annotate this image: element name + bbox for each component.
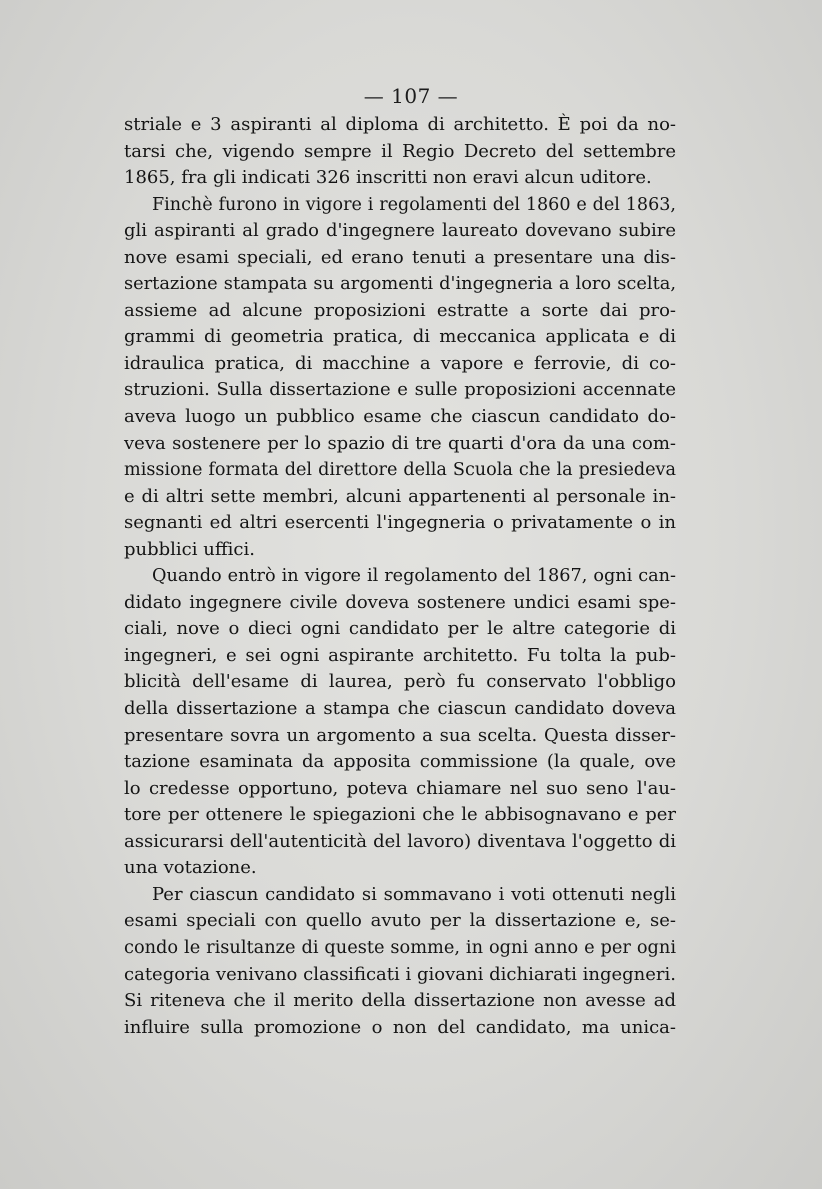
text-line: segnanti ed altri esercenti l'ingegneria o privatamente o in	[124, 512, 676, 534]
text-line: aveva luogo un pubblico esame che ciascun candidato do-	[124, 406, 676, 428]
text-line: influire sulla promozione o non del candidato, ma unica-	[124, 1016, 676, 1038]
text-line: assieme ad alcune proposizioni estratte a sorte dai pro-	[124, 299, 676, 321]
text-line: sertazione stampata su argomenti d'ingegneria a loro scelta,	[124, 273, 676, 295]
text-line: blicità dell'esame di laurea, però fu conservato l'obbligo	[124, 671, 676, 693]
text-line: tarsi che, vigendo sempre il Regio Decreto del settembre	[124, 140, 676, 162]
text-line: Si riteneva che il merito della dissertazione non avesse ad	[124, 990, 676, 1012]
body-text	[124, 112, 676, 1041]
page-number: — 107 —	[363, 84, 459, 108]
text-line: Quando entrò in vigore il regolamento del 1867, ogni can-	[152, 566, 676, 587]
text-line: 1865, fra gli indicati 326 inscritti non eravi alcun uditore.	[124, 167, 652, 189]
text-line: tazione esaminata da apposita commissione (la quale, ove	[124, 751, 676, 773]
text-line: missione formata del direttore della Scuola che la presiedeva	[124, 460, 676, 481]
text-line: categoria venivano classificati i giovani dichiarati ingegneri.	[124, 963, 676, 985]
text-line: pubblici uffici.	[124, 538, 255, 560]
text-line: presentare sovra un argomento a sua scelta. Questa disser-	[124, 724, 676, 746]
text-line: esami speciali con quello avuto per la dissertazione e, se-	[124, 910, 676, 932]
text-line: struzioni. Sulla dissertazione e sulle proposizioni accennate	[124, 379, 676, 401]
text-line: una votazione.	[124, 857, 257, 879]
text-line: e di altri sette membri, alcuni appartenenti al personale in-	[124, 485, 676, 507]
text-line: Per ciascun candidato si sommavano i voti ottenuti negli	[152, 883, 676, 905]
text-line: condo le risultanze di queste somme, in ogni anno e per ogni	[124, 937, 676, 958]
text-line: nove esami speciali, ed erano tenuti a presentare una dis-	[124, 246, 676, 268]
text-line: grammi di geometria pratica, di meccanica applicata e di	[124, 326, 676, 348]
text-line: assicurarsi dell'autenticità del lavoro) diventava l'oggetto di	[124, 830, 676, 852]
text-line: didato ingegnere civile doveva sostenere undici esami spe-	[124, 591, 676, 613]
text-line: ciali, nove o dieci ogni candidato per le altre categorie di	[124, 618, 676, 640]
text-line: idraulica pratica, di macchine a vapore e ferrovie, di co-	[124, 352, 676, 374]
text-line: Finchè furono in vigore i regolamenti del 1860 e del 1863,	[152, 194, 676, 215]
text-line: ingegneri, e sei ogni aspirante architetto. Fu tolta la pub-	[124, 644, 676, 666]
text-line: veva sostenere per lo spazio di tre quarti d'ora da una com-	[124, 432, 676, 454]
text-line: gli aspiranti al grado d'ingegnere laureato dovevano subire	[124, 220, 676, 242]
text-line: lo credesse opportuno, poteva chiamare nel suo seno l'au-	[124, 777, 676, 799]
text-line: della dissertazione a stampa che ciascun candidato doveva	[124, 698, 676, 720]
text-line: tore per ottenere le spiegazioni che le abbisognavano e per	[124, 804, 676, 826]
text-line: striale e 3 aspiranti al diploma di architetto. È poi da no-	[124, 114, 676, 135]
